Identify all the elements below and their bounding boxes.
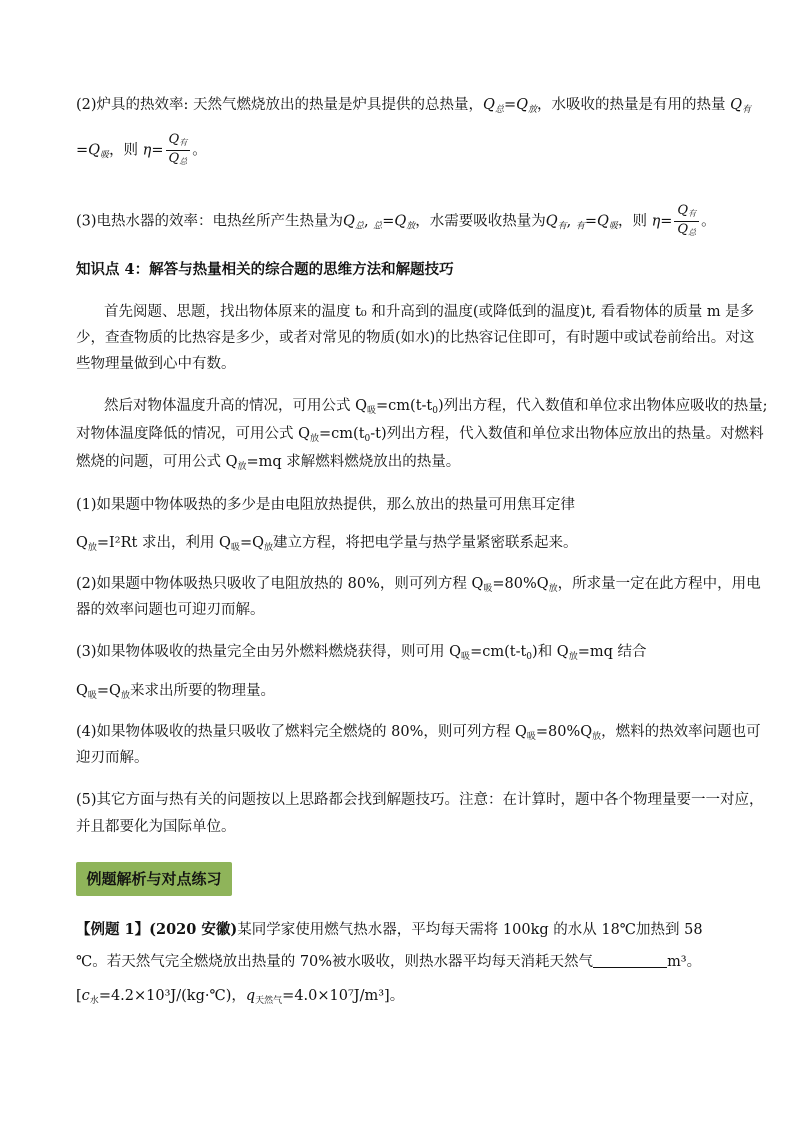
item-5-line-1: (5)其它方面与热有关的问题按以上思路都会找到解题技巧。注意：在计算时，题中各个物理量要一一对应， [76,792,764,808]
efficiency-fraction: $\frac{\text{Q有}}{\text{Q总}}$ [166,132,191,169]
item-1-line-2: $Q_放=I^2Rt$ 求出，利用 $Q_吸=Q_放$建立方程，将把电学量与热学量紧密联系起来。 [76,535,578,553]
knowledge-point-4-title: 知识点 4：解答与热量相关的综合题的思维方法和解题技巧 [76,261,454,278]
item-2-line-2: 器的效率问题也可迎刃而解。 [76,602,265,618]
stove-efficiency-line-1: (2)炉具的热效率: 天然气燃烧放出的热量是炉具提供的总热量，$Q_总=Q_放$，水吸收的热量是有用的热量 $Q_有$ [76,97,752,115]
example-1-line-3: [$c_水=4.2\times 10^3J/(kg\cdot℃)$，$q_{天然气}=4.0\times 10^7J/m^3$]。 [76,988,405,1006]
item-4-line-1: (4)如果物体吸收的热量只吸收了燃料完全燃烧的 80%，则可列方程 $Q_吸=80\%Q_放$，燃料的热效率问题也可 [76,724,761,742]
para2-line-2: 对物体温度降低的情况，可用公式 $Q_放=cm(t_0-t)$列出方程，代入数值和单位求出物体应放出的热量。对燃料 [76,426,764,444]
para1-line-1: 首先阅题、思题，找出物体原来的温度 t₀ 和升高到的温度(或降低到的温度)t, 看看物体的质量 m 是多 [104,304,755,320]
item-3-line-2: $Q_吸=Q_放$来求出所要的物理量。 [76,683,275,701]
electric-heater-efficiency-line: (3)电热水器的效率：电热丝所产生热量为$Q_总$, $_总=Q_放$，水需要吸收热量为$Q_有$, $_有=Q_吸$，则 η= $\frac{\text{Q有}}{\text{Q总}}$ 。 [76,203,716,240]
item-4-line-2: 迎刃而解。 [76,750,149,766]
para2-line-1: 然后对物体温度升高的情况，可用公式 $Q_吸=cm(t-t_0)$列出方程，代入数值和单位求出物体应吸收的热量; [104,398,768,416]
stove-efficiency-line-2: $=Q_吸$，则 η= $\frac{\text{Q有}}{\text{Q总}}$ 。 [76,132,207,169]
item-1-line-1: (1)如果题中物体吸热的多少是由电阻放热提供，那么放出的热量可用焦耳定律 [76,497,576,513]
section-heading-examples: 例题解析与对点练习 [76,862,232,896]
para2-line-3: 燃烧的问题，可用公式 $Q_放=mq$ 求解燃料燃烧放出的热量。 [76,454,461,472]
para1-line-2: 少，查查物质的比热容是多少，或者对常见的物质(如水)的比热容记住即可，有时题中或试卷前给出。对这 [76,330,755,346]
example-1-line-1: 【例题 1】(2020 安徽)某同学家使用燃气热水器，平均每天需将 100kg 的水从 18℃加热到 58 [76,921,703,938]
example-1-line-2: ℃。若天然气完全燃烧放出热量的 70%被水吸收，则热水器平均每天消耗天然气 m³。 [76,954,702,970]
answer-blank[interactable] [593,953,667,968]
heater-efficiency-fraction: $\frac{\text{Q有}}{\text{Q总}}$ [674,203,699,240]
item-5-line-2: 并且都要化为国际单位。 [76,819,236,835]
item-3-line-1: (3)如果物体吸收的热量完全由另外燃料燃烧获得，则可用 $Q_吸=cm(t-t_0)$和 $Q_放=mq$ 结合 [76,644,647,662]
item-2-line-1: (2)如果题中物体吸热只吸收了电阻放热的 80%，则可列方程 $Q_吸=80\%Q_放$，所求量一定在此方程中，用电 [76,576,761,594]
para1-line-3: 些物理量做到心中有数。 [76,356,236,372]
